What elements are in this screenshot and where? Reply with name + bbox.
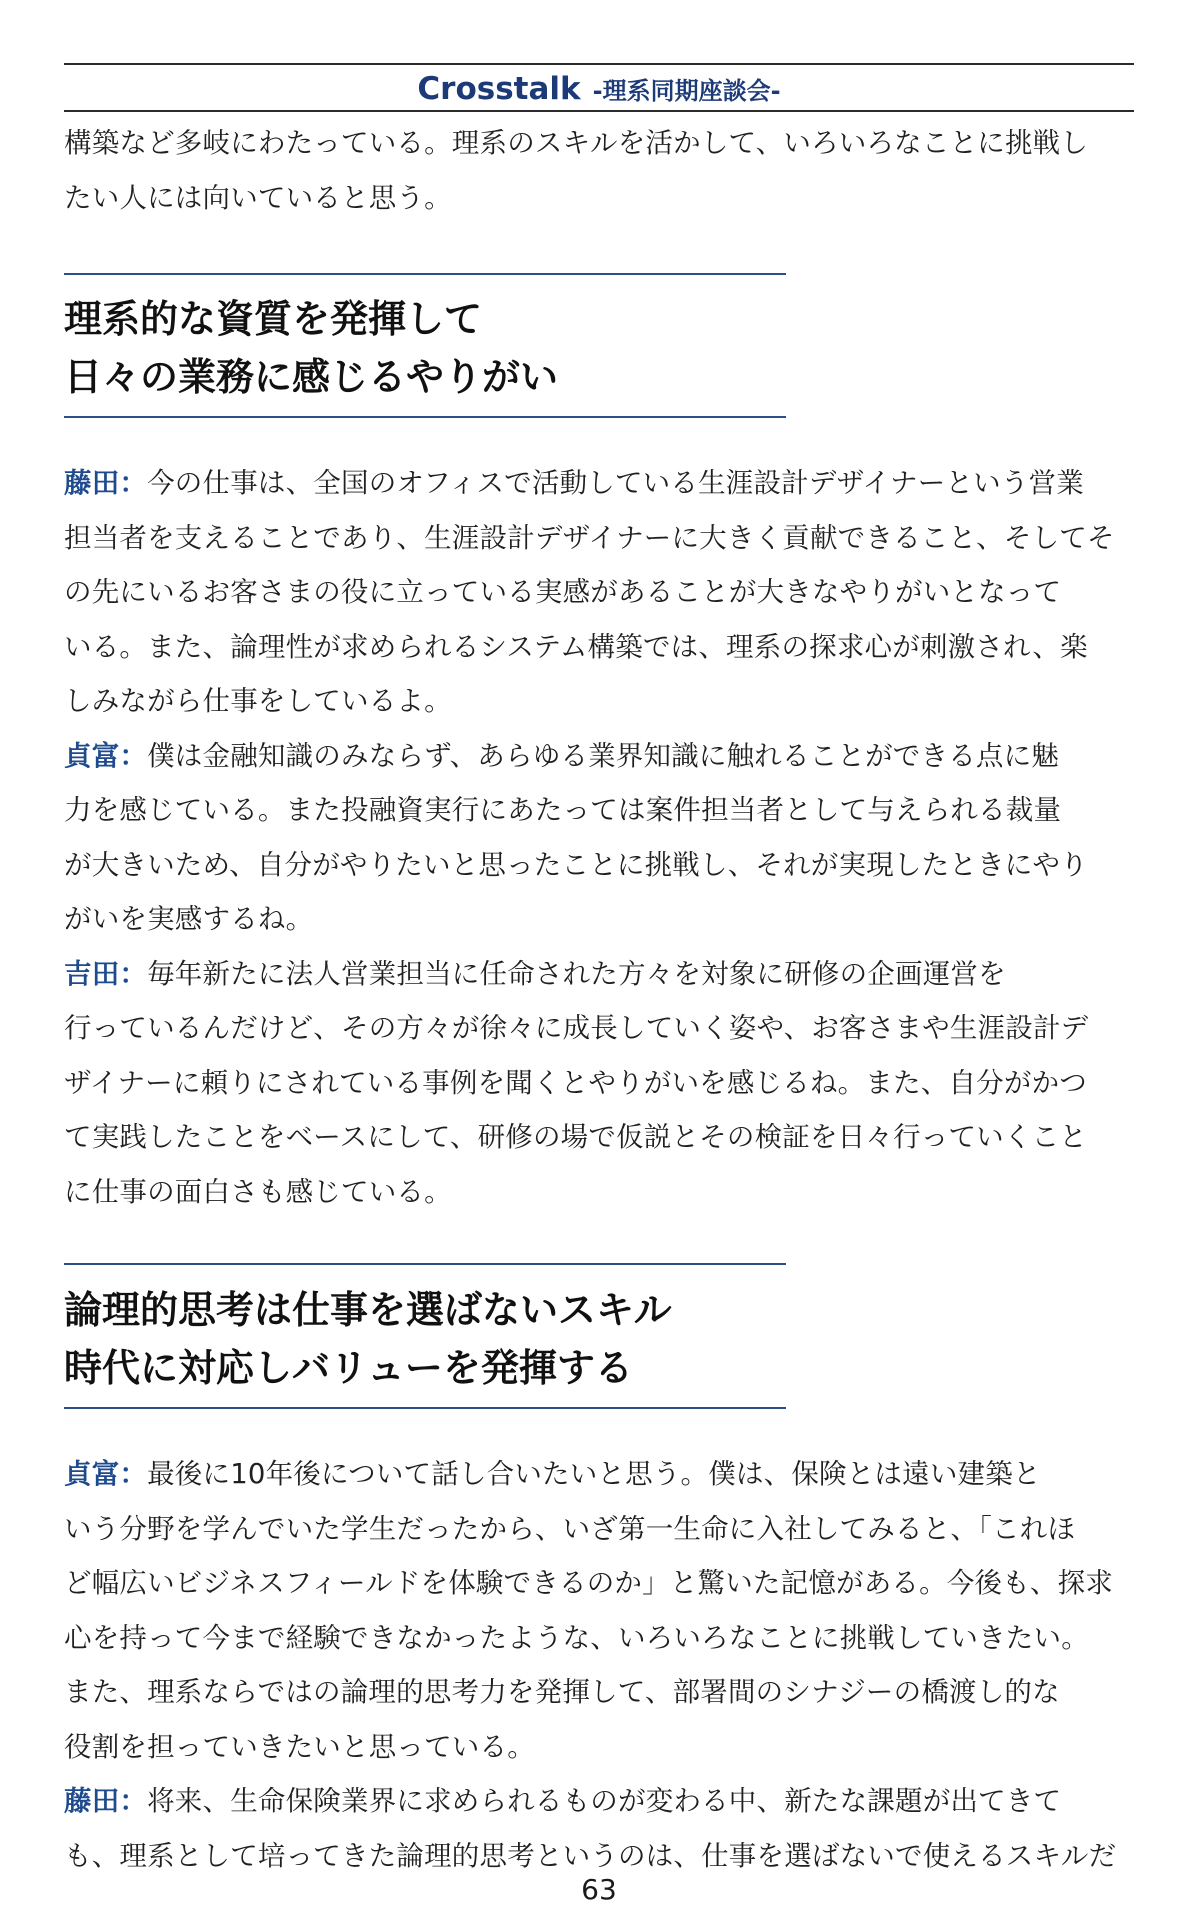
section2-body [64, 1447, 1138, 1883]
speaker-label: 貞富： [64, 739, 148, 772]
text-line: いう分野を学んでいた学生だったから、いざ第一生命に入社してみると、「これほ [64, 1512, 1076, 1545]
text-line: が大きいため、自分がやりたいと思ったことに挑戦し、それが実現したときにやり [64, 848, 1088, 881]
section2-heading [64, 1281, 804, 1397]
heading-line: 論理的思考は仕事を選ばないスキル [64, 1288, 672, 1332]
text-line: に仕事の面白さも感じている。 [64, 1175, 452, 1208]
page-number: 63 [581, 1873, 617, 1906]
section1-heading [64, 290, 804, 406]
text-line: 担当者を支えることであり、生涯設計デザイナーに大きく貢献できること、そしてそ [64, 521, 1115, 554]
section1-bottom-rule [64, 416, 786, 418]
speaker-label: 貞富： [64, 1458, 148, 1490]
text-line [64, 1447, 1138, 1502]
heading-line: 理系的な資質を発揮して [64, 297, 483, 341]
text-line: がいを実感するね。 [64, 903, 314, 935]
text-line: 行っているんだけど、その方々が徐々に成長していく姿や、お客さまや生涯設計デ [64, 1012, 1089, 1044]
speaker-label: 藤田： [64, 467, 148, 499]
section2-top-rule [64, 1263, 786, 1265]
text-line: ザイナーに頼りにされている事例を聞くとやりがいを感じるね。また、自分がかつ [64, 1066, 1087, 1099]
text-line [64, 729, 1138, 784]
header-brand: Crosstalk [417, 71, 581, 107]
text-line: 力を感じている。また投融資実行にあたっては案件担当者として与えられる裁量 [64, 794, 1062, 826]
intro-paragraph [64, 116, 1138, 225]
speaker-label: 藤田： [64, 1785, 148, 1817]
text-line: の先にいるお客さまの役に立っている実感があることが大きなやりがいとなって [64, 576, 1062, 608]
section1-body [64, 456, 1138, 1219]
text-line: 役割を担っていきたいと思っている。 [64, 1730, 535, 1763]
text-line: ど幅広いビジネスフィールドを体験できるのか」と驚いた記憶がある。今後も、探求 [64, 1567, 1114, 1599]
text-line: て実践したことをベースにして、研修の場で仮説とその検証を日々行っていくこと [64, 1121, 1087, 1153]
section1-top-rule [64, 273, 786, 275]
speech-text: 最後に10年後について話し合いたいと思う。僕は、保険とは遠い建築と [147, 1458, 1041, 1490]
heading-line: 日々の業務に感じるやりがい [64, 355, 559, 399]
text-line: 心を持って今まで経験できなかったような、いろいろなことに挑戦していきたい。 [64, 1621, 1089, 1654]
speech-text: 今の仕事は、全国のオフィスで活動している生涯設計デザイナーという営業 [147, 467, 1084, 499]
header-bottom-rule [64, 110, 1134, 112]
text-line: も、理系として培ってきた論理的思考というのは、仕事を選ばないで使えるスキルだ [64, 1839, 1117, 1872]
text-line: 構築など多岐にわたっている。理系のスキルを活かして、いろいろなことに挑戦し [64, 127, 1089, 159]
header-subtitle: -理系同期座談会- [592, 77, 781, 105]
text-line [64, 1774, 1138, 1829]
text-line: また、理系ならではの論理的思考力を発揮して、部署間のシナジーの橋渡し的な [64, 1676, 1060, 1708]
speech-text: 毎年新たに法人営業担当に任命された方々を対象に研修の企画運営を [147, 957, 1006, 990]
speaker-label: 吉田： [64, 957, 148, 990]
text-line: しみながら仕事をしているよ。 [64, 685, 452, 717]
header-top-rule [64, 63, 1134, 65]
section2-bottom-rule [64, 1407, 786, 1409]
text-line [64, 947, 1138, 1002]
text-line [64, 456, 1138, 511]
heading-line: 時代に対応しバリューを発揮する [64, 1346, 633, 1390]
page-header [64, 70, 1134, 110]
speech-text: 僕は金融知識のみならず、あらゆる業界知識に触れることができる点に魅 [147, 739, 1060, 772]
text-line: たい人には向いていると思う。 [64, 181, 452, 214]
text-line: いる。また、論理性が求められるシステム構築では、理系の探求心が刺激され、楽 [64, 630, 1088, 663]
speech-text: 将来、生命保険業界に求められるものが変わる中、新たな課題が出てきて [147, 1785, 1062, 1817]
